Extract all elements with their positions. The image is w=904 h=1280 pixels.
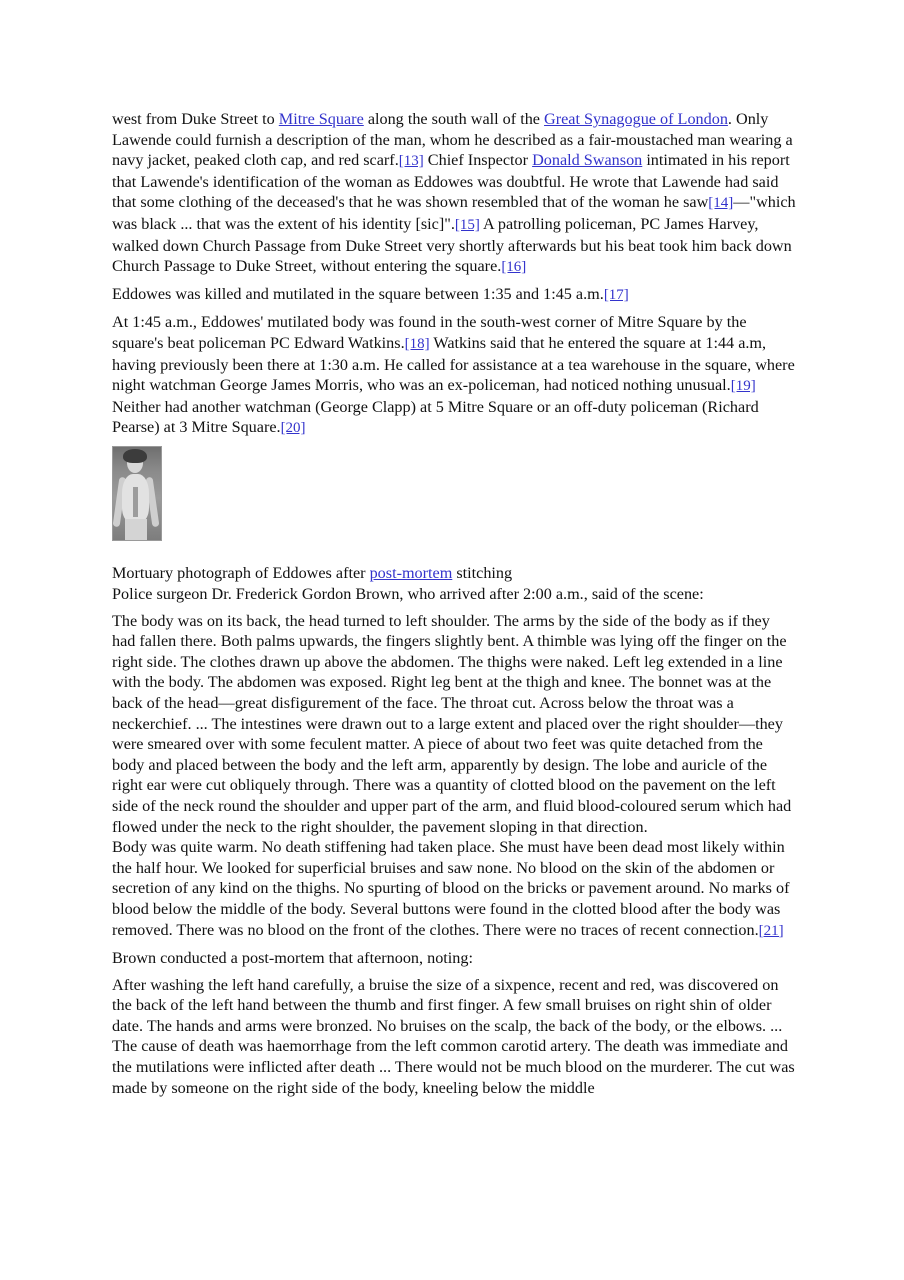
text: along the south wall of the (363, 110, 545, 128)
citation-20[interactable]: [20] (280, 420, 306, 437)
text: Mortuary photograph of Eddowes after (112, 563, 370, 582)
link-donald-swanson[interactable]: Donald Swanson (532, 151, 643, 170)
quote-post-mortem: After washing the left hand carefully, a bruise the size of a sixpence, recent and red, was discovered on the back of the left hand between the thumb and first finger. A few small bruises on right shin of older date. The hands and arms were bronzed. No bruises on the scalp, the back of the body, or the elbows. ... The cause of death was haemorrhage from the left common carotid artery. The death was immediate and the mutilations were inflicted after death ... There would not be much blood on the murderer. The cut was made by someone on the right side of the body, kneeling below the middle (112, 975, 795, 1097)
text: A patrolling policeman, PC James Harvey, walked down Church Passage from Duke Street very shortly afterwards but his beat took him back down Church Passage to Duke Street, without entering the square. (112, 214, 792, 276)
text: west from Duke Street to (112, 110, 279, 128)
article-body (112, 109, 796, 1098)
text: Watkins said that he entered the square at 1:44 a.m, having previously been there at 1:30 a.m. He called for assistance at a tea warehouse in the square, where night watchman George James Morris, who was an ex-policeman, had noticed nothing unusual. (112, 333, 795, 395)
mortuary-photograph[interactable] (112, 446, 162, 541)
text: intimated in his report that Lawende's identification of the woman as Eddowes was doubtful. He wrote that Lawende had said that some clothing of the deceased's that he was shown resembled that of the woman he saw (112, 151, 790, 212)
link-mitre-square[interactable]: Mitre Square (278, 110, 364, 128)
paragraph-post-mortem-intro: Brown conducted a post-mortem that afternoon, noting: (112, 948, 473, 967)
figure-caption (112, 563, 796, 584)
citation-17[interactable]: [17] (603, 287, 629, 304)
text: stitching (452, 563, 513, 582)
text: Eddowes was killed and mutilated in the square between 1:35 and 1:45 a.m. (112, 285, 604, 304)
citation-18[interactable]: [18] (404, 335, 430, 352)
paragraph-time-of-murder (112, 284, 796, 306)
citation-21[interactable]: [21] (758, 922, 784, 939)
citation-14[interactable]: [14] (708, 195, 734, 212)
citation-15[interactable]: [15] (454, 216, 480, 233)
quote-scene-description: The body was on its back, the head turned to left shoulder. The arms by the side of the body as if they had fallen there. Both palms upwards, the fingers slightly bent. A thimble was lying off the finger on the right side. The clothes drawn up above the abdomen. The thighs were naked. Left leg extended in a line with the body. The abdomen was exposed. Right leg bent at the thigh and knee. The bonnet was at the back of the head—great disfigurement of the face. The throat cut. Across below the throat was a neckerchief. ... The intestines were drawn out to a large extent and placed over the right shoulder—they were smeared over with some feculent matter. A piece of about two feet was quite detached from the body and placed between the body and the left arm, apparently by design. The lobe and auricle of the right ear were cut obliquely through. There was a quantity of clotted blood on the pavement on the left side of the neck round the shoulder and upper part of the arm, and fluid blood-coloured serum which had flowed under the neck to the right shoulder, the pavement sloping in that direction. (112, 611, 792, 836)
link-post-mortem[interactable]: post-mortem (369, 563, 453, 582)
paragraph-surgeon-intro: Police surgeon Dr. Frederick Gordon Brown, who arrived after 2:00 a.m., said of the scene: (112, 584, 704, 603)
text: Chief Inspector (423, 151, 533, 170)
citation-16[interactable]: [16] (501, 259, 527, 276)
citation-19[interactable]: [19] (730, 378, 756, 395)
text: Neither had another watchman (George Clapp) at 5 Mitre Square or an off-duty policeman (Richard Pearse) at 3 Mitre Square. (112, 397, 759, 437)
link-great-synagogue[interactable]: Great Synagogue of London (544, 110, 728, 128)
text: —"which was black ... that was the extent of his identity [sic]". (112, 193, 796, 233)
text: . Only Lawende could furnish a description of the man, whom he described as a fair-moustached man wearing a navy jacket, peaked cloth cap, and red scarf. (112, 110, 793, 170)
citation-13[interactable]: [13] (398, 153, 424, 170)
paragraph-discovery (112, 312, 796, 439)
text: Body was quite warm. No death stiffening had taken place. She must have been dead most likely within the half hour. We looked for superficial bruises and saw none. No blood on the skin of the abdomen or secretion of any kind on the thighs. No spurting of blood on the bricks or pavement around. No marks of blood below the middle of the body. Several buttons were found in the clotted blood after the body was removed. There was no blood on the front of the clothes. There were no traces of recent connection. (112, 838, 790, 939)
text: At 1:45 a.m., Eddowes' mutilated body was found in the south-west corner of Mitre Square by the square's beat policeman PC Edward Watkins. (112, 313, 747, 352)
quote-body-condition (112, 837, 796, 941)
paragraph-lawende (112, 109, 796, 278)
